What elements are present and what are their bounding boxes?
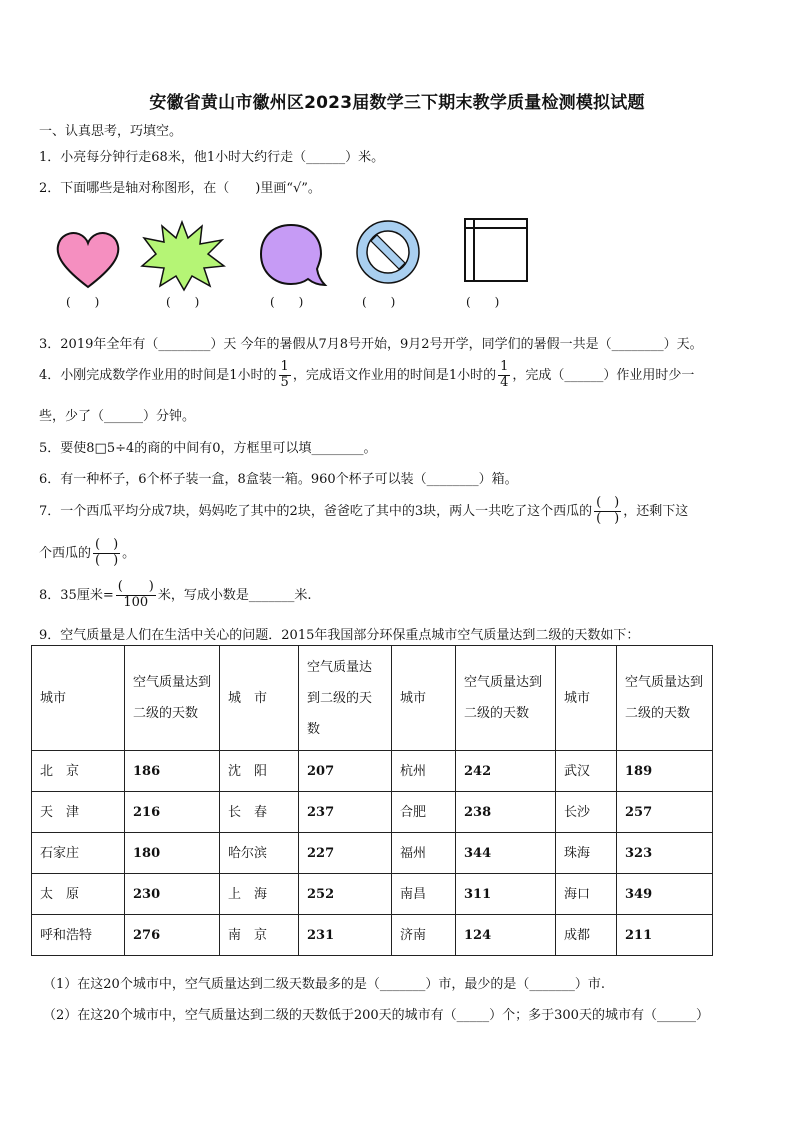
city-name-cell: 长沙	[556, 792, 617, 833]
day-count-cell: 349	[617, 874, 713, 915]
city-name-cell: 南昌	[392, 874, 456, 915]
city-name-cell: 济南	[392, 915, 456, 956]
table-header-cell: 空气质量达到二级的天数	[617, 646, 713, 751]
question-9-part-1: （1）在这20个城市中，空气质量达到二级天数最多的是（_______）市，最少的是（_______）市.	[43, 977, 605, 992]
day-count-cell: 211	[617, 915, 713, 956]
day-count-cell: 238	[456, 792, 556, 833]
city-name-cell: 哈尔滨	[220, 833, 299, 874]
city-name-cell: 合肥	[392, 792, 456, 833]
square-frame-icon	[463, 217, 529, 283]
speech-bubble-icon	[258, 222, 328, 290]
page-title: 安徽省黄山市徽州区2023届数学三下期末教学质量检测模拟试题	[149, 93, 645, 113]
answer-paren-2[interactable]: ( )	[166, 295, 200, 309]
heart-icon	[55, 230, 121, 290]
day-count-cell: 344	[456, 833, 556, 874]
question-7-line2: 个西瓜的 $\frac{( )}{( )}$ 。	[39, 537, 136, 568]
table-header-cell: 空气质量达到二级的天数	[456, 646, 556, 751]
table-row	[32, 833, 713, 874]
day-count-cell: 252	[299, 874, 392, 915]
question-3: 3．2019年全年有（________）天 今年的暑假从7月8号开始，9月2号开学，同学们的暑假一共是（________）天。	[39, 337, 703, 352]
fraction-one-quarter: $\frac{1}{4}$	[500, 359, 509, 390]
city-name-cell: 成都	[556, 915, 617, 956]
answer-paren-1[interactable]: ( )	[66, 295, 100, 309]
question-6: 6．有一种杯子，6个杯子装一盒，8盒装一箱。960个杯子可以装（________）箱。	[39, 472, 518, 487]
day-count-cell: 186	[125, 751, 220, 792]
table-row	[32, 874, 713, 915]
starburst-icon	[138, 220, 226, 292]
question-4-line2: 些，少了（______）分钟。	[39, 409, 196, 424]
city-name-cell: 天 津	[32, 792, 125, 833]
city-name-cell: 珠海	[556, 833, 617, 874]
air-quality-table	[31, 645, 713, 956]
city-name-cell: 上 海	[220, 874, 299, 915]
question-8: 8．35厘米= $\frac{( )}{100}$ 米，写成小数是_______米.	[39, 579, 312, 610]
city-name-cell: 海口	[556, 874, 617, 915]
question-9-part-2: （2）在这20个城市中，空气质量达到二级的天数低于200天的城市有（_____）个；多于300天的城市有（______）	[43, 1008, 709, 1023]
question-2: 2．下面哪些是轴对称图形，在（ )里画“√”。	[39, 181, 321, 196]
city-name-cell: 南 京	[220, 915, 299, 956]
day-count-cell: 237	[299, 792, 392, 833]
question-4: 4．小刚完成数学作业用的时间是1小时的 $\frac{1}{5}$ ，完成语文作业用的时间是1小时的 $\frac{1}{4}$ ，完成（______）作业用时少一	[39, 359, 695, 390]
day-count-cell: 257	[617, 792, 713, 833]
day-count-cell: 230	[125, 874, 220, 915]
answer-fraction-remaining[interactable]: $\frac{( )}{( )}$	[95, 537, 119, 568]
city-name-cell: 呼和浩特	[32, 915, 125, 956]
city-name-cell: 石家庄	[32, 833, 125, 874]
question-9: 9．空气质量是人们在生活中关心的问题．2015年我国部分环保重点城市空气质量达到二级的天数如下：	[39, 628, 640, 643]
day-count-cell: 227	[299, 833, 392, 874]
table-header-cell: 城市	[556, 646, 617, 751]
answer-fraction-eaten[interactable]: $\frac{( )}{( )}$	[596, 495, 620, 526]
table-row	[32, 792, 713, 833]
answer-paren-4[interactable]: ( )	[362, 295, 396, 309]
question-7: 7．一个西瓜平均分成7块，妈妈吃了其中的2块，爸爸吃了其中的3块，两人一共吃了这个西瓜的 $\frac{( )}{( )}$ ，还剩下这	[39, 495, 689, 526]
table-header-cell: 空气质量达到二级的天数	[299, 646, 392, 751]
table-header-cell: 城市	[392, 646, 456, 751]
city-name-cell: 杭州	[392, 751, 456, 792]
answer-paren-3[interactable]: ( )	[270, 295, 304, 309]
day-count-cell: 242	[456, 751, 556, 792]
city-name-cell: 北 京	[32, 751, 125, 792]
question-1: 1．小亮每分钟行走68米，他1小时大约行走（______）米。	[39, 150, 385, 165]
section-heading: 一、认真思考，巧填空。	[39, 124, 183, 139]
day-count-cell: 276	[125, 915, 220, 956]
table-row	[32, 915, 713, 956]
day-count-cell: 231	[299, 915, 392, 956]
city-name-cell: 长 春	[220, 792, 299, 833]
city-name-cell: 武汉	[556, 751, 617, 792]
day-count-cell: 180	[125, 833, 220, 874]
table-header-cell: 城 市	[220, 646, 299, 751]
day-count-cell: 189	[617, 751, 713, 792]
table-header-cell: 城市	[32, 646, 125, 751]
day-count-cell: 124	[456, 915, 556, 956]
prohibition-sign-icon	[354, 218, 422, 286]
fraction-one-fifth: $\frac{1}{5}$	[280, 359, 289, 390]
day-count-cell: 323	[617, 833, 713, 874]
answer-fraction-centimeters[interactable]: $\frac{( )}{100}$	[117, 579, 154, 610]
table-header-row	[32, 646, 713, 751]
question-5: 5．要使8□5÷4的商的中间有0，方框里可以填________。	[39, 441, 377, 456]
day-count-cell: 207	[299, 751, 392, 792]
answer-paren-5[interactable]: ( )	[466, 295, 500, 309]
city-name-cell: 沈 阳	[220, 751, 299, 792]
day-count-cell: 311	[456, 874, 556, 915]
table-row	[32, 751, 713, 792]
city-name-cell: 福州	[392, 833, 456, 874]
city-name-cell: 太 原	[32, 874, 125, 915]
day-count-cell: 216	[125, 792, 220, 833]
table-header-cell: 空气质量达到二级的天数	[125, 646, 220, 751]
